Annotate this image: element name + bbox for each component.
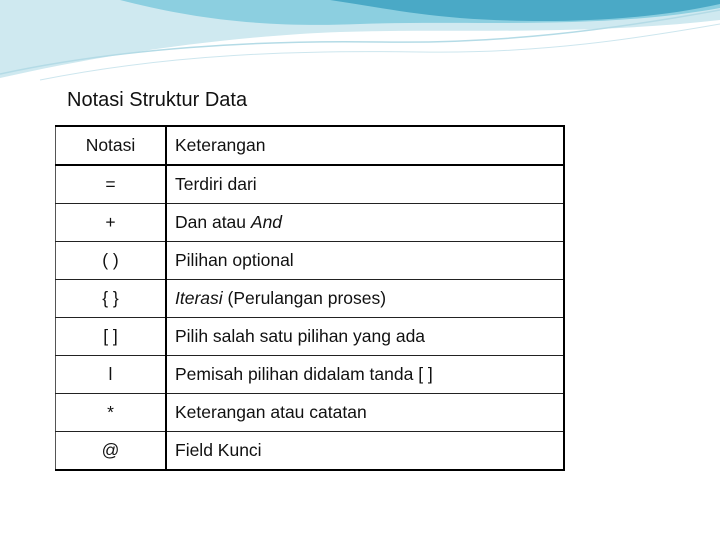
notation-description: Pilihan optional — [166, 242, 564, 280]
table-row — [56, 318, 565, 356]
table-header-row — [56, 126, 565, 165]
notation-description: Field Kunci — [166, 432, 564, 471]
notation-symbol: = — [56, 165, 167, 204]
description-text: (Perulangan proses) — [222, 288, 387, 308]
notation-symbol: + — [56, 204, 167, 242]
table-row — [56, 204, 565, 242]
description-italic: And — [250, 212, 283, 232]
table-row — [56, 432, 565, 471]
notation-symbol: [ ] — [56, 318, 167, 356]
table-row — [56, 394, 565, 432]
slide-title: Notasi Struktur Data — [67, 89, 248, 111]
header-wave-decoration — [0, 0, 720, 90]
notation-symbol: { } — [56, 280, 167, 318]
header-keterangan: Keterangan — [166, 126, 564, 165]
notation-description: Terdiri dari — [166, 165, 564, 204]
notation-symbol: l — [56, 356, 167, 394]
notation-symbol: @ — [56, 432, 167, 471]
notation-description: Pemisah pilihan didalam tanda [ ] — [166, 356, 564, 394]
notation-description: Keterangan atau catatan — [166, 394, 564, 432]
notation-description — [166, 204, 564, 242]
notation-description — [166, 280, 564, 318]
description-italic: Iterasi — [175, 288, 223, 308]
header-notasi: Notasi — [56, 126, 167, 165]
table-row — [56, 165, 565, 204]
table-row — [56, 356, 565, 394]
notation-symbol: ( ) — [56, 242, 167, 280]
table-row — [56, 280, 565, 318]
description-text: Dan atau — [175, 212, 251, 232]
notation-description: Pilih salah satu pilihan yang ada — [166, 318, 564, 356]
notation-table — [55, 125, 565, 471]
table-row — [56, 242, 565, 280]
notation-symbol: * — [56, 394, 167, 432]
